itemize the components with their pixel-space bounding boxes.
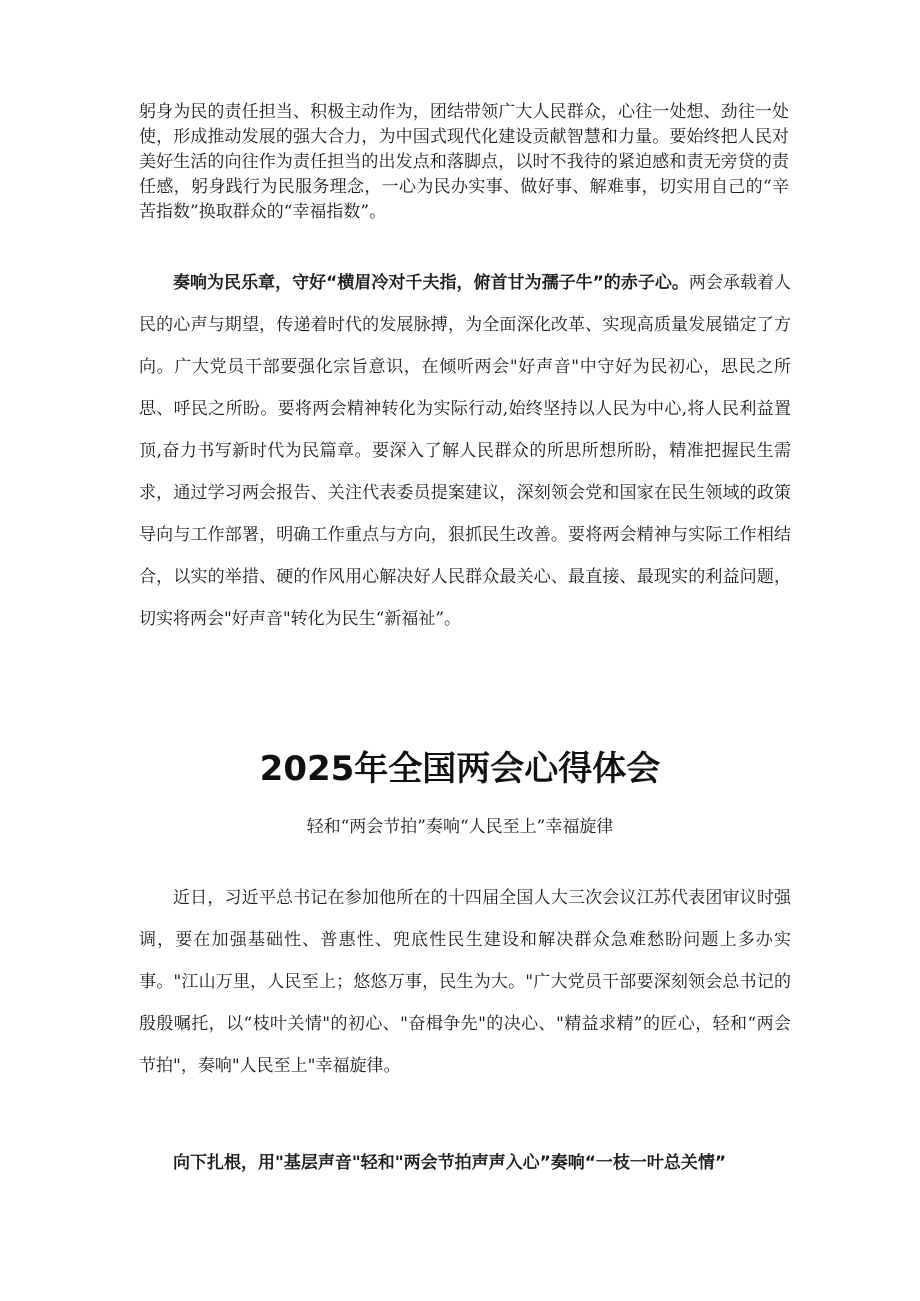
body-paragraph-people-music [139, 262, 791, 640]
body-paragraph-continuation [139, 100, 789, 225]
paragraph-text: 两会承载着人民的心声与期望，传递着时代的发展脉搏，为全面深化改革、实现高质量发展锚定了方向。广大党员干部要强化宗旨意识，在倾听两会"好声音"中守好为民初心，思民之所思、呼民之所盼。要将两会精神转化为实际行动,始终坚持以人民为中心,将人民利益置顶,奋力书写新时代为民篇章。要深入了解人民群众的所思所想所盼，精准把握民生需求，通过学习两会报告、关注代表委员提案建议，深刻领会党和国家在民生领域的政策导向与工作部署，明确工作重点与方向，狠抓民生改善。要将两会精神与实际工作相结合，以实的举措、硬的作风用心解决好人民群众最关心、最直接、最现实的利益问题，切实将两会"好声音"转化为民生“新福祉”。 [139, 273, 791, 629]
paragraph-lead-heading: 奏响为民乐章，守好“横眉冷对千夫指，俯首甘为孺子牛”的赤子心。 [173, 273, 689, 293]
paragraph-text: 近日，习近平总书记在参加他所在的十四届全国人大三次会议江苏代表团审议时强调，要在加强基础性、普惠性、兜底性民生建设和解决群众急难愁盼问题上多办实事。"江山万里，人民至上；悠悠万事，民生为大。"广大党员干部要深刻领会总书记的殷殷嘱托，以“枝叶关情"的初心、"奋楫争先"的决心、"精益求精”的匠心，轻和“两会节拍"，奏响"人民至上"幸福旋律。 [139, 888, 791, 1076]
document-subtitle: 轻和“两会节拍”奏响“人民至上”幸福旋律 [306, 817, 614, 837]
paragraph-text: 躬身为民的责任担当、积极主动作为，团结带领广大人民群众，心往一处想、劲往一处使，形成推动发展的强大合力，为中国式现代化建设贡献智慧和力量。要始终把人民对美好生活的向往作为责任担当的出发点和落脚点，以时不我待的紧迫感和责无旁贷的责任感，躬身践行为民服务理念，一心为民办实事、做好事、解难事，切实用自己的“辛苦指数”换取群众的“幸福指数”。 [139, 102, 789, 222]
paragraph-lead-heading: 向下扎根，用"基层声音"轻和"两会节拍声声入心”奏响“一枝一叶总关情” [173, 1153, 727, 1173]
document-title: 2025年全国两会心得体会 [259, 749, 661, 789]
body-paragraph-intro [139, 877, 791, 1087]
body-paragraph-grassroots [139, 1142, 791, 1184]
